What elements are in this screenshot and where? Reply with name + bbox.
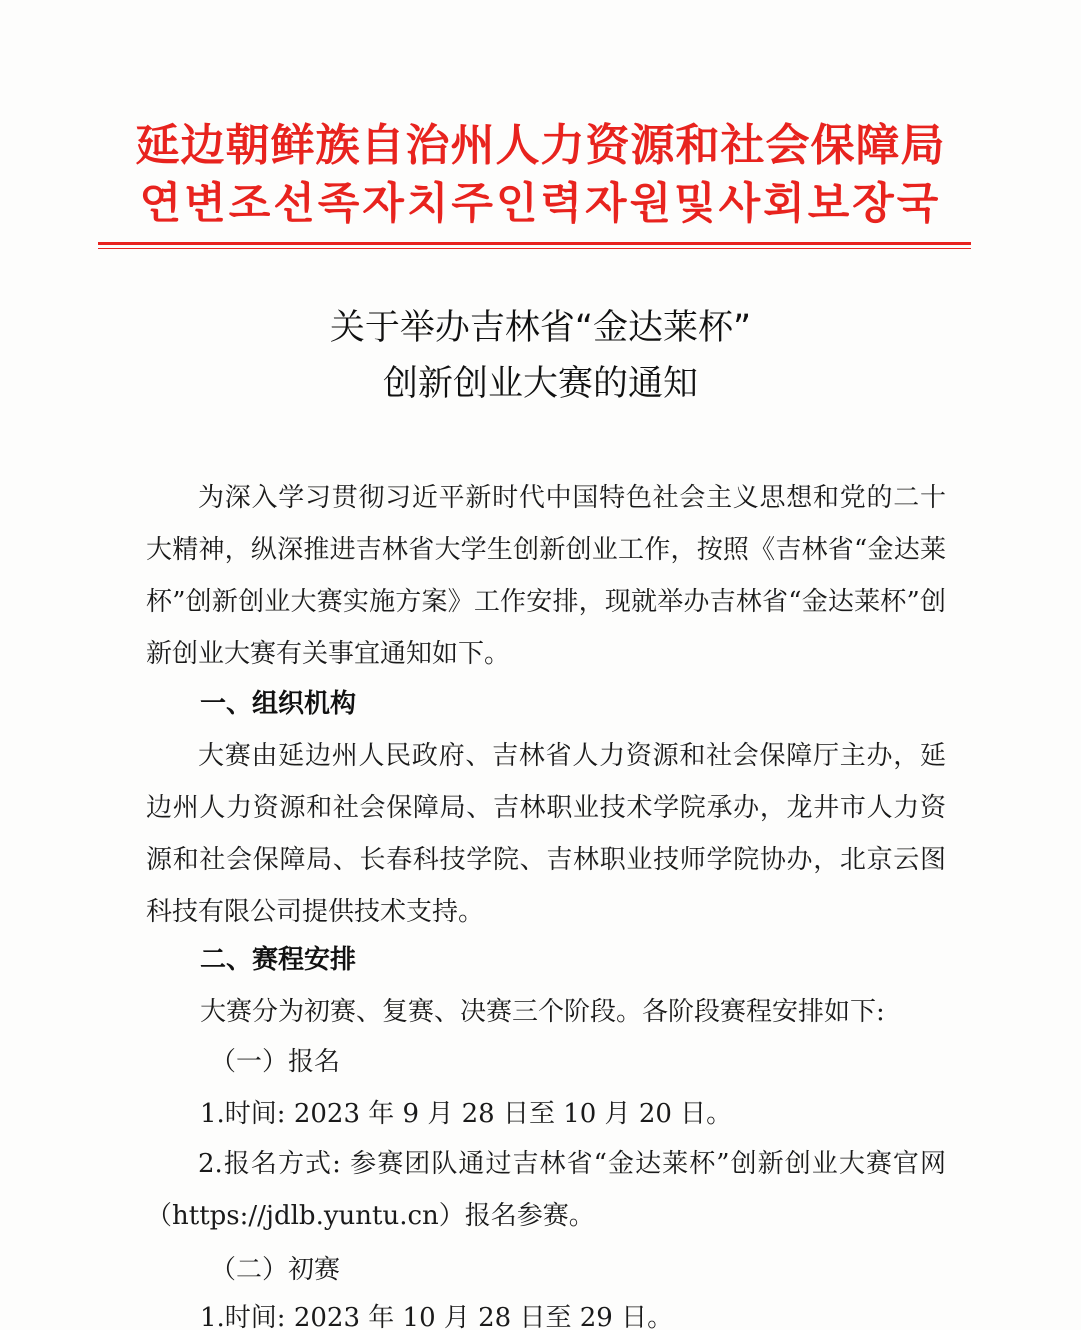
- header-org-korean: 연변조선족자치주인력자원및사회보장국: [139, 179, 942, 229]
- registration-time: 1.时间: 2023 年 9 月 28 日至 10 月 20 日。: [200, 1099, 733, 1129]
- document-title-line2: 创新创业大赛的通知: [382, 364, 698, 404]
- header-divider-thin: [98, 248, 971, 249]
- intro-paragraph: 为深入学习贯彻习近平新时代中国特色社会主义思想和党的二十大精神，纵深推进吉林省大学生创新创业工作，按照《吉林省“金达莱杯”创新创业大赛实施方案》工作安排，现就举办吉林省“金达莱杯”创新创业大赛有关事宜通知如下。: [146, 483, 946, 669]
- section-heading-schedule: 二、赛程安排: [200, 945, 357, 975]
- subsection-heading-registration: （一）报名: [210, 1047, 341, 1077]
- document-title-line1: 关于举办吉林省“金达莱杯”: [329, 308, 752, 348]
- registration-method: 2.报名方式: 参赛团队通过吉林省“金达莱杯”创新创业大赛官网（https://jdlb.yuntu.cn）报名参赛。: [146, 1149, 946, 1231]
- header-divider-thick: [98, 242, 971, 245]
- section-heading-organization: 一、组织机构: [200, 689, 357, 719]
- header-org-chinese: 延边朝鲜族自治州人力资源和社会保障局: [135, 120, 946, 171]
- subsection-heading-preliminary: （二）初赛: [210, 1255, 341, 1285]
- schedule-intro: 大赛分为初赛、复赛、决赛三个阶段。各阶段赛程安排如下:: [200, 997, 885, 1027]
- preliminary-time: 1.时间: 2023 年 10 月 28 日至 29 日。: [200, 1303, 674, 1333]
- organization-paragraph: 大赛由延边州人民政府、吉林省人力资源和社会保障厅主办，延边州人力资源和社会保障局、吉林职业技术学院承办，龙井市人力资源和社会保障局、长春科技学院、吉林职业技师学院协办，北京云图科技有限公司提供技术支持。: [146, 741, 946, 927]
